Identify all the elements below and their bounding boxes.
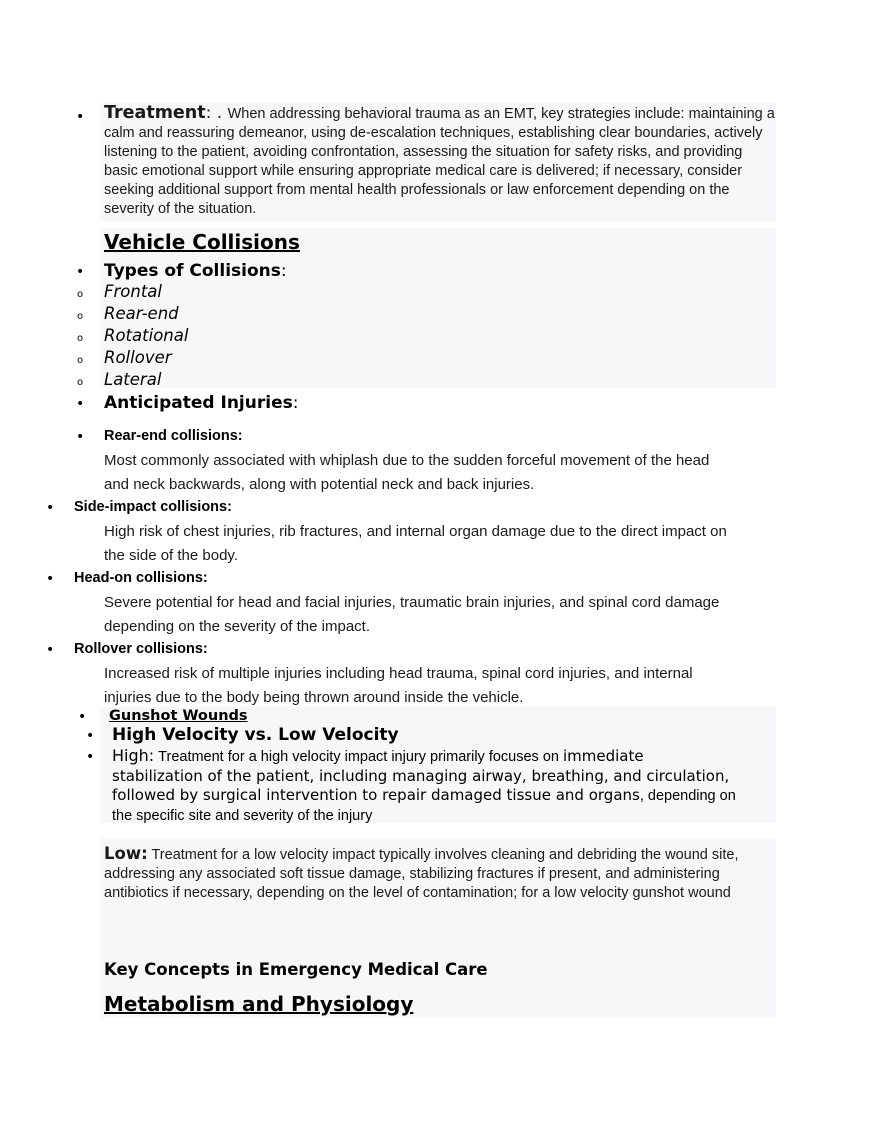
high-text-line3: followed by surgical intervention to repair damaged tissue and organs xyxy=(112,786,640,804)
velocity-heading: High Velocity vs. Low Velocity xyxy=(112,725,399,745)
bullet-icon: • xyxy=(86,749,95,765)
bullet-icon: • xyxy=(46,571,55,587)
bullet-icon: • xyxy=(86,728,95,744)
collision-type-item: Lateral xyxy=(104,370,162,389)
collision-type-item: Rotational xyxy=(104,326,189,345)
injury-text-line: High risk of chest injuries, rib fractures, and internal organ damage due to the direct impact on xyxy=(104,523,727,540)
types-colon: : xyxy=(280,261,287,281)
injury-text-line: Most commonly associated with whiplash due to the sudden forceful movement of the head xyxy=(104,452,710,469)
injury-title: Head-on collisions: xyxy=(74,570,208,586)
low-velocity-paragraph xyxy=(104,844,780,903)
key-concepts-heading: Key Concepts in Emergency Medical Care xyxy=(104,960,488,979)
bullet-icon: • xyxy=(76,396,85,412)
anticipated-label: Anticipated Injuries xyxy=(104,393,293,413)
high-text-line3-tail: , depending on xyxy=(639,788,736,804)
injury-title: Rollover collisions: xyxy=(74,641,208,657)
high-text-b: immediate xyxy=(562,747,644,765)
circle-bullet-icon: o xyxy=(77,311,84,322)
bullet-icon: • xyxy=(78,709,87,725)
circle-bullet-icon: o xyxy=(77,377,84,388)
treatment-paragraph xyxy=(104,104,776,219)
bullet-icon: • xyxy=(76,264,85,280)
injury-text-line: the side of the body. xyxy=(104,547,238,564)
injury-text-line: depending on the severity of the impact. xyxy=(104,618,371,635)
bullet-icon: • xyxy=(76,109,85,125)
injury-text-line: and neck backwards, along with potential neck and back injuries. xyxy=(104,476,535,493)
circle-bullet-icon: o xyxy=(77,333,84,344)
types-label: Types of Collisions xyxy=(104,261,281,281)
high-text-line2: stabilization of the patient, including managing airway, breathing, and circulation, xyxy=(112,767,730,785)
bullet-icon: • xyxy=(46,642,55,658)
treatment-text: When addressing behavioral trauma as an EMT, key strategies include: maintaining a calm and reassuring demeanor, using de-escalation techniques, establishing clear boundaries, actively listening to the patient, avoiding confrontation, assessing the situation for safety risks, and providing basic emotional support while ensuring appropriate medical care is delivered; if necessary, consider seeking additional support from mental health professionals or law enforcement depending on the severity of the situation. xyxy=(104,106,775,217)
metabolism-heading: Metabolism and Physiology xyxy=(104,992,414,1016)
injury-text-line: Severe potential for head and facial injuries, traumatic brain injuries, and spinal cord damage xyxy=(104,594,720,611)
circle-bullet-icon: o xyxy=(77,289,84,300)
collision-type-item: Frontal xyxy=(104,282,162,301)
high-velocity-paragraph xyxy=(112,746,782,826)
vehicle-collisions-heading: Vehicle Collisions xyxy=(104,230,300,254)
circle-bullet-icon: o xyxy=(77,355,84,366)
injury-title: Side-impact collisions: xyxy=(74,499,232,515)
anticipated-colon: : xyxy=(292,393,299,413)
bullet-icon: • xyxy=(46,500,55,516)
collision-type-item: Rollover xyxy=(104,348,172,367)
gunshot-heading: Gunshot Wounds xyxy=(109,708,248,724)
collision-type-item: Rear-end xyxy=(104,304,179,323)
types-of-collisions xyxy=(104,261,287,281)
injury-text-line: injuries due to the body being thrown around inside the vehicle. xyxy=(104,689,524,706)
high-text-a: Treatment for a high velocity impact injury primarily focuses on xyxy=(158,749,559,765)
treatment-separator: : . xyxy=(205,103,228,123)
high-label: High: xyxy=(112,746,155,765)
high-text-line4: the specific site and severity of the injury xyxy=(112,808,373,824)
treatment-label: Treatment xyxy=(104,103,206,123)
low-label: Low: xyxy=(104,844,148,863)
low-text: Treatment for a low velocity impact typically involves cleaning and debriding the wound site, addressing any associated soft tissue damage, stabilizing fractures if present, and administering antibiotics if necessary, depending on the level of contamination; for a low velocity gunshot wound xyxy=(104,847,739,901)
injury-text-line: Increased risk of multiple injuries including head trauma, spinal cord injuries, and internal xyxy=(104,665,693,682)
injury-title: Rear-end collisions: xyxy=(104,428,243,444)
anticipated-injuries xyxy=(104,393,298,413)
bullet-icon: • xyxy=(76,429,85,445)
